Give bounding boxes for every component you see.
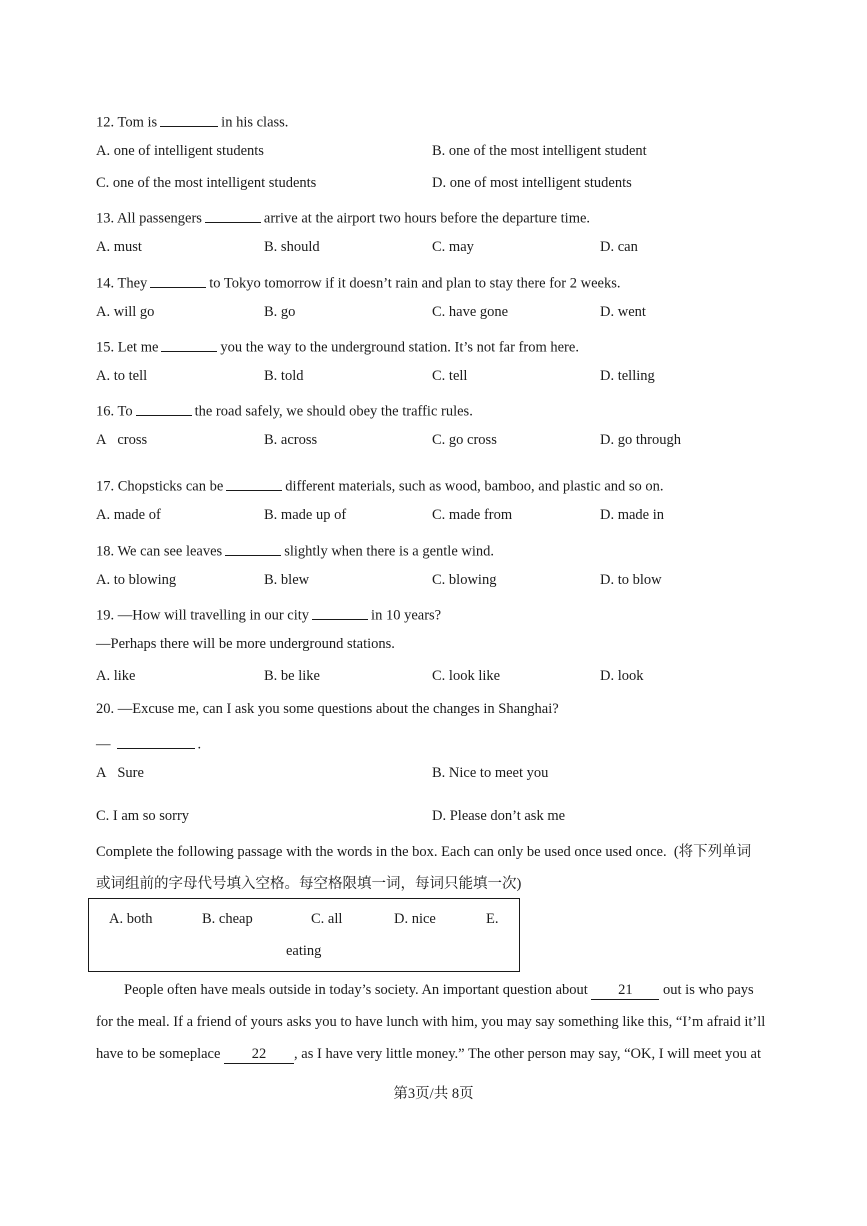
stem-text: the road safely, we should obey the traffic rules. (194, 403, 473, 420)
stem-text: 17. Chopsticks can be (96, 478, 224, 495)
option-b[interactable]: B. told (264, 368, 304, 384)
word-option-a: A. both (109, 911, 153, 927)
option-d[interactable]: D. can (600, 239, 638, 255)
passage-text: People often have meals outside in today’s society. An important question about (124, 982, 588, 998)
stem-text: in his class. (221, 114, 289, 131)
answer-blank[interactable] (150, 272, 206, 288)
section-instruction (96, 840, 751, 861)
option-a[interactable]: A. to blowing (96, 572, 177, 588)
option-d[interactable]: D. to blow (600, 572, 662, 588)
option-b[interactable]: B. Nice to meet you (432, 765, 549, 781)
option-c[interactable]: C. have gone (432, 304, 509, 320)
option-c[interactable]: C. one of the most intelligent students (96, 175, 317, 191)
passage-text: out is who pays (663, 982, 754, 998)
passage-line-3 (96, 1046, 768, 1064)
option-b[interactable]: B. across (264, 432, 318, 448)
option-b[interactable]: B. go (264, 304, 296, 320)
option-a[interactable]: A cross (96, 432, 148, 448)
option-c[interactable]: C. I am so sorry (96, 808, 190, 824)
option-c[interactable]: C. blowing (432, 572, 497, 588)
reply-dash: — (96, 736, 111, 753)
option-a[interactable]: A. like (96, 668, 136, 684)
stem-text: in 10 years? (371, 607, 442, 624)
option-d[interactable]: D. one of most intelligent students (432, 175, 632, 191)
answer-blank[interactable] (117, 733, 195, 749)
option-d[interactable]: D. look (600, 668, 644, 684)
blank-21[interactable]: 21 (591, 982, 659, 1000)
option-c[interactable]: C. made from (432, 507, 513, 523)
stem-text: slightly when there is a gentle wind. (284, 543, 495, 560)
option-c[interactable]: C. look like (432, 668, 501, 684)
answer-blank[interactable] (312, 604, 368, 620)
option-d[interactable]: D. made in (600, 507, 665, 523)
question-20-reply (96, 733, 201, 754)
option-c[interactable]: C. go cross (432, 432, 497, 448)
option-d[interactable]: D. went (600, 304, 646, 320)
question-18-stem (96, 540, 494, 561)
question-20-stem: 20. —Excuse me, can I ask you some questions about the changes in Shanghai? (96, 701, 559, 717)
instruction-english: Complete the following passage with the words in the box. Each can only be used once used once. (96, 844, 667, 860)
answer-blank[interactable] (225, 540, 281, 556)
question-19-reply: —Perhaps there will be more underground stations. (96, 636, 395, 652)
option-b[interactable]: B. made up of (264, 507, 347, 523)
passage-text: , as I have very little money.” The other person may say, “OK, I will meet you at (294, 1046, 761, 1062)
question-14-stem (96, 272, 621, 293)
option-a[interactable]: A. must (96, 239, 142, 255)
option-b[interactable]: B. should (264, 239, 320, 255)
stem-text: to Tokyo tomorrow if it doesn’t rain and plan to stay there for 2 weeks. (209, 275, 621, 292)
answer-blank[interactable] (160, 111, 218, 127)
question-16-stem (96, 400, 473, 421)
option-b[interactable]: B. be like (264, 668, 320, 684)
question-13-stem (96, 207, 590, 228)
stem-text: 18. We can see leaves (96, 543, 223, 560)
answer-blank[interactable] (136, 400, 192, 416)
option-a[interactable]: A. to tell (96, 368, 148, 384)
answer-blank[interactable] (161, 336, 217, 352)
option-b[interactable]: B. one of the most intelligent student (432, 143, 647, 159)
question-17-stem (96, 475, 664, 496)
page-number: 第3页/共 8页 (393, 1086, 474, 1102)
reply-period: . (197, 736, 202, 753)
stem-text: 19. —How will travelling in our city (96, 607, 310, 624)
word-option-e-letter: E. (486, 911, 499, 927)
option-b[interactable]: B. blew (264, 572, 310, 588)
option-d[interactable]: D. go through (600, 432, 681, 448)
passage-line-2: for the meal. If a friend of yours asks you to have lunch with him, you may say something like this, “I’m afraid it’ll (96, 1014, 766, 1030)
answer-blank[interactable] (205, 207, 261, 223)
question-12-stem (96, 111, 288, 132)
passage-text: have to be someplace (96, 1046, 221, 1062)
question-19-stem (96, 604, 441, 625)
option-d[interactable]: D. Please don’t ask me (432, 808, 566, 824)
passage-line-1 (96, 982, 768, 1000)
option-a[interactable]: A. made of (96, 507, 161, 523)
stem-text: 14. They (96, 275, 148, 292)
instruction-chinese: (将下列单词 (673, 844, 752, 860)
section-instruction-cont: 或词组前的字母代号填入空格。每空格限填一词，每词只能填一次) (96, 876, 522, 892)
word-option-d: D. nice (394, 911, 436, 927)
word-option-b: B. cheap (202, 911, 253, 927)
option-c[interactable]: C. may (432, 239, 474, 255)
word-box (88, 898, 520, 972)
word-option-e: eating (286, 943, 322, 959)
option-c[interactable]: C. tell (432, 368, 468, 384)
stem-text: 12. Tom is (96, 114, 158, 131)
stem-text: arrive at the airport two hours before the departure time. (263, 210, 591, 227)
answer-blank[interactable] (226, 475, 282, 491)
stem-text: 16. To (96, 403, 133, 420)
option-a[interactable]: A. one of intelligent students (96, 143, 264, 159)
stem-text: 13. All passengers (96, 210, 202, 227)
question-15-stem (96, 336, 579, 357)
option-a[interactable]: A. will go (96, 304, 155, 320)
stem-text: 15. Let me (96, 339, 159, 356)
blank-22[interactable]: 22 (224, 1046, 294, 1064)
stem-text: you the way to the underground station. It’s not far from here. (220, 339, 579, 356)
option-a[interactable]: A Sure (96, 765, 144, 781)
word-option-c: C. all (311, 911, 343, 927)
stem-text: different materials, such as wood, bamboo, and plastic and so on. (285, 478, 664, 495)
option-d[interactable]: D. telling (600, 368, 655, 384)
